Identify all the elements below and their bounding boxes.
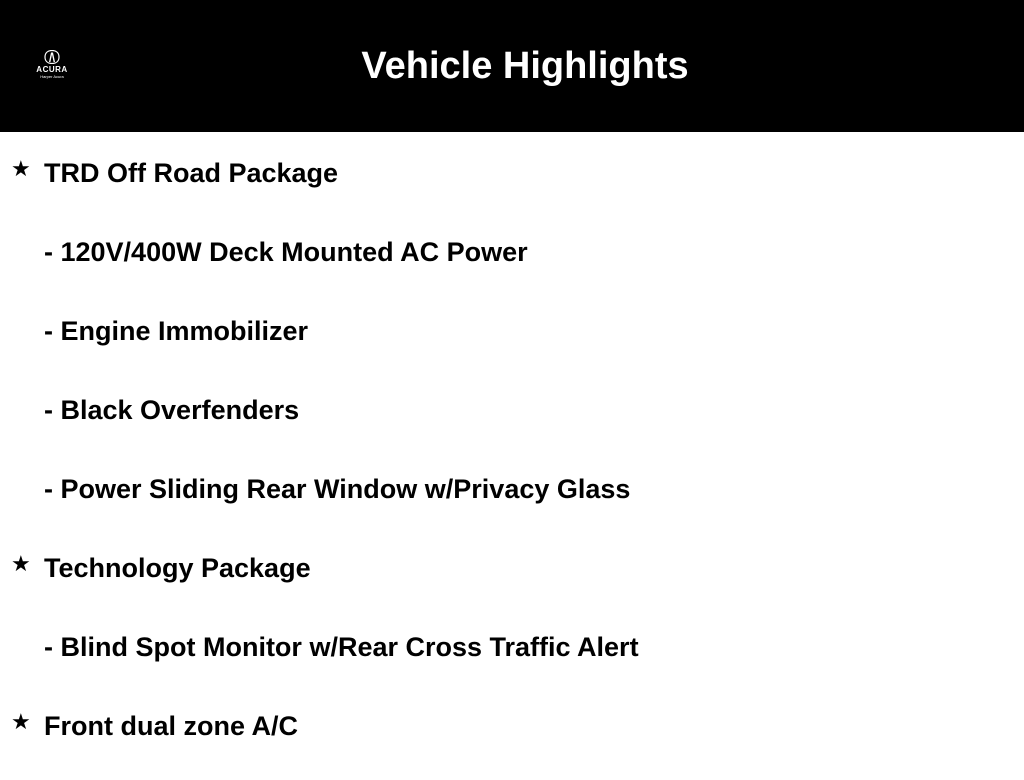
star-icon: ★: [11, 551, 31, 576]
page-title-wrap: [100, 42, 1024, 90]
header-bar: [0, 0, 1024, 132]
feature-text: - Black Overfenders: [44, 395, 300, 425]
logo-brand-text: ACURA: [36, 65, 68, 74]
dealer-logo: [22, 50, 82, 90]
logo-dealer-text: Harper Acura: [40, 74, 64, 79]
feature-text: - Power Sliding Rear Window w/Privacy Glass: [44, 474, 631, 504]
list-item: [0, 543, 1024, 622]
list-item: [0, 464, 1024, 543]
list-item: [0, 148, 1024, 227]
package-title: Technology Package: [44, 553, 311, 583]
list-item: [0, 701, 1024, 780]
star-icon: ★: [11, 709, 31, 734]
list-item: [0, 227, 1024, 306]
feature-text: - 120V/400W Deck Mounted AC Power: [44, 237, 528, 267]
acura-logo-icon: [44, 50, 60, 64]
package-title: TRD Off Road Package: [44, 158, 339, 188]
highlights-list: [0, 148, 1024, 780]
list-item: [0, 385, 1024, 464]
feature-text: - Engine Immobilizer: [44, 316, 309, 346]
list-item: [0, 306, 1024, 385]
list-item: [0, 622, 1024, 701]
page-title: Vehicle Highlights: [361, 45, 689, 87]
feature-text: - Blind Spot Monitor w/Rear Cross Traffic Alert: [44, 632, 639, 662]
package-title: Front dual zone A/C: [44, 711, 298, 741]
star-icon: ★: [11, 156, 31, 181]
